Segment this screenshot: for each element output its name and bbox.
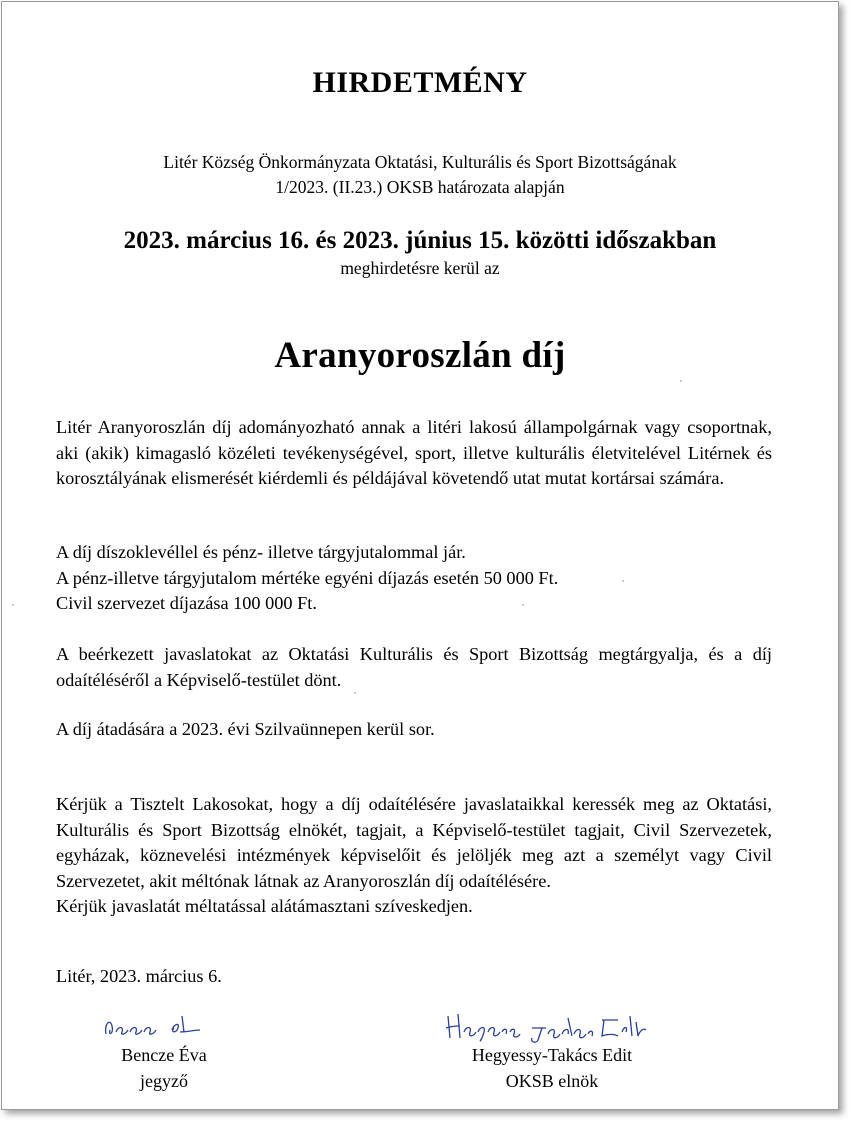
signatory-right-name: Hegyessy-Takács Edit <box>471 1045 633 1065</box>
award-name: Aranyoroszlán díj <box>274 335 566 376</box>
paragraph-text: Litér Aranyoroszlán díj adományozható annak a litéri lakosú állampolgárnak vagy csoportnak, aki (akik) kimagasló közéleti tevékenységével, sport, illetve kulturális életvitelével Litérnek és korosztályának elismerését kiérdemli és példájával követendő utat mutat kortársai számára. <box>56 417 772 488</box>
period-heading: 2023. március 16. és 2023. június 15. közötti időszakban <box>123 227 717 254</box>
scan-speck <box>522 604 524 606</box>
paragraph-eligibility <box>56 415 772 492</box>
paragraph-ceremony <box>56 717 772 743</box>
paragraph-text: Kérjük javaslatát méltatással alátámasztani szíveskedjen. <box>56 896 473 916</box>
period-subtext: meghirdetésre kerül az <box>340 258 500 278</box>
paragraph-text: A beérkezett javaslatokat az Oktatási Kulturális és Sport Bizottság megtárgyalja, és a díj odaítéléséről a Képviselő-testület dönt. <box>56 644 772 690</box>
resolution-line: 1/2023. (II.23.) OKSB határozata alapján <box>275 177 565 197</box>
signatory-left <box>94 1042 234 1094</box>
document-page <box>1 1 839 1110</box>
scan-speck <box>622 580 624 582</box>
issuer-line: Litér Község Önkormányzata Oktatási, Kulturális és Sport Bizottságának <box>163 152 677 172</box>
paragraph-decision <box>56 642 772 693</box>
scan-speck <box>354 692 356 694</box>
paragraph-prize <box>56 540 772 617</box>
paragraph-text: Kérjük a Tisztelt Lakosokat, hogy a díj odaítélésére javaslataikkal keressék meg az Oktatási, Kulturális és Sport Bizottság elnökét, tagjait, a Képviselő-testület tagjait, Civil Szervezetek, egyházak, köznevelési intézmények képviselőit és jelöljék meg azt a személyt vagy Civil Szervezetet, akit méltónak látnak az Aranyoroszlán díj odaítélésére. <box>56 794 772 891</box>
prize-line: A díj díszoklevéllel és pénz- illetve tárgyjutalommal jár. <box>56 542 466 562</box>
prize-line: Civil szervezet díjazása 100 000 Ft. <box>56 593 317 613</box>
document-title: HIRDETMÉNY <box>312 66 528 99</box>
signature-left <box>100 1010 210 1042</box>
scan-speck <box>12 604 14 606</box>
paragraph-text: A díj átadására a 2023. évi Szilvaünnepen kerül sor. <box>56 719 435 739</box>
signature-right <box>442 1008 652 1046</box>
signatory-right-role: OKSB elnök <box>505 1071 599 1091</box>
paragraph-request <box>56 792 772 920</box>
place-date-text: Litér, 2023. március 6. <box>56 966 222 986</box>
signatory-right <box>442 1042 662 1094</box>
signatory-left-role: jegyző <box>140 1071 188 1091</box>
place-date <box>56 964 772 990</box>
scan-speck <box>680 380 682 382</box>
signatory-left-name: Bencze Éva <box>121 1045 207 1065</box>
prize-line: A pénz-illetve tárgyjutalom mértéke egyéni díjazás esetén 50 000 Ft. <box>56 567 559 588</box>
